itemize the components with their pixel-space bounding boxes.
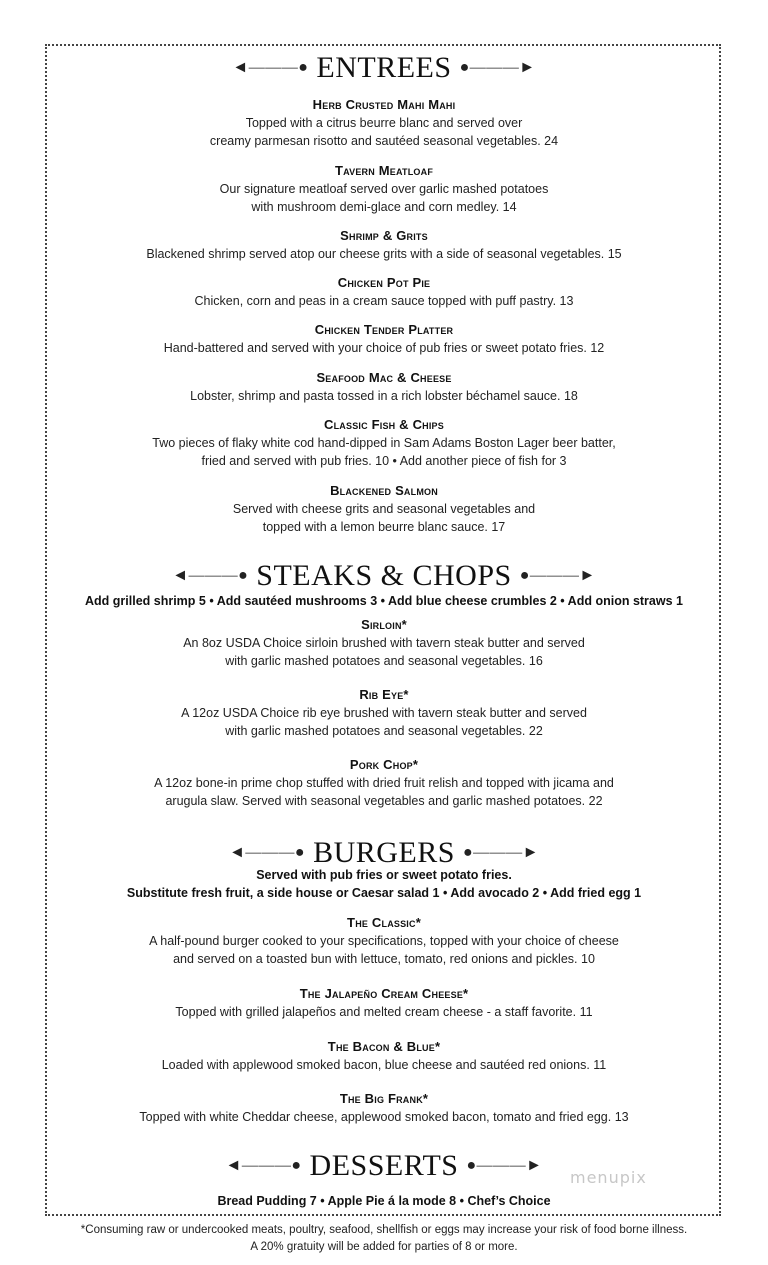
item-description: with garlic mashed potatoes and seasonal vegetables. 22 (225, 724, 543, 738)
item-description: topped with a lemon beurre blanc sauce. 17 (262, 520, 506, 534)
item-description: Lobster, shrimp and pasta tossed in a rich lobster béchamel sauce. 18 (190, 389, 578, 403)
menu-item (0, 227, 768, 263)
item-description: arugula slaw. Served with seasonal vegetables and garlic mashed potatoes. 22 (165, 794, 603, 808)
menu-item (0, 1090, 768, 1126)
desserts-list (0, 1192, 768, 1210)
extras-line: Add grilled shrimp 5 • Add sautéed mushrooms 3 • Add blue cheese crumbles 2 • Add onion straws 1 (85, 594, 683, 608)
menu-item (0, 274, 768, 310)
right-ornament-icon: ●———► (519, 567, 596, 584)
item-name: The Jalapeño Cream Cheese* (299, 986, 469, 1001)
item-name: The Classic* (347, 915, 421, 930)
entrees-title: ENTREES (316, 51, 452, 84)
left-ornament-icon: ◄———● (225, 1157, 302, 1174)
left-ornament-icon: ◄———● (229, 844, 306, 861)
item-description: fried and served with pub fries. 10 • Add another piece of fish for 3 (201, 454, 567, 468)
left-ornament-icon: ◄———● (172, 567, 249, 584)
item-description: A 12oz USDA Choice rib eye brushed with tavern steak butter and served (181, 706, 587, 720)
item-description: Our signature meatloaf served over garlic mashed potatoes (219, 182, 549, 196)
watermark: menupix (570, 1168, 647, 1187)
footer-notes (0, 1222, 768, 1256)
extras-line: Served with pub fries or sweet potato fries. (256, 868, 512, 882)
item-name: Chicken Pot Pie (337, 275, 431, 290)
item-description: Topped with a citrus beurre blanc and served over (245, 116, 523, 130)
right-ornament-icon: ●———► (466, 1157, 543, 1174)
food-safety-note: *Consuming raw or undercooked meats, poultry, seafood, shellfish or eggs may increase your risk of food borne illness. (80, 1224, 688, 1236)
item-description: Topped with grilled jalapeños and melted cream cheese - a staff favorite. 11 (175, 1005, 593, 1019)
item-description: with mushroom demi-glace and corn medley. 14 (251, 200, 517, 214)
item-name: Herb Crusted Mahi Mahi (312, 97, 456, 112)
desserts-heading (0, 1148, 768, 1184)
right-ornament-icon: ●———► (462, 844, 539, 861)
item-description: Blackened shrimp served atop our cheese grits with a side of seasonal vegetables. 15 (146, 247, 622, 261)
burgers-title: BURGERS (313, 836, 455, 869)
steaks-extras (0, 592, 768, 610)
item-name: Classic Fish & Chips (324, 417, 444, 432)
item-description: creamy parmesan risotto and sautéed seasonal vegetables. 24 (209, 134, 559, 148)
item-description: and served on a toasted bun with lettuce, tomato, red onions and pickles. 10 (173, 952, 595, 966)
menu-item (0, 616, 768, 670)
item-description: A 12oz bone-in prime chop stuffed with dried fruit relish and topped with jicama and (154, 776, 614, 790)
item-description: Topped with white Cheddar cheese, applewood smoked bacon, tomato and fried egg. 13 (139, 1110, 629, 1124)
item-description: Loaded with applewood smoked bacon, blue cheese and sautéed red onions. 11 (161, 1058, 607, 1072)
gratuity-note: A 20% gratuity will be added for parties of 8 or more. (250, 1241, 518, 1253)
menu-item (0, 162, 768, 216)
menu-item (0, 756, 768, 810)
desserts-line: Bread Pudding 7 • Apple Pie á la mode 8 • Chef’s Choice (217, 1194, 551, 1208)
desserts-title: DESSERTS (309, 1149, 459, 1182)
item-description: with garlic mashed potatoes and seasonal vegetables. 16 (225, 654, 543, 668)
item-description: Served with cheese grits and seasonal vegetables and (232, 502, 536, 516)
menu-item (0, 416, 768, 470)
item-name: Chicken Tender Platter (314, 322, 454, 337)
menu-item (0, 321, 768, 357)
item-name: The Big Frank* (339, 1091, 429, 1106)
menu-item (0, 1038, 768, 1074)
menu-item (0, 482, 768, 536)
menu-item (0, 96, 768, 150)
item-description: Two pieces of flaky white cod hand-dipped in Sam Adams Boston Lager beer batter, (152, 436, 616, 450)
steaks-heading (0, 558, 768, 594)
item-description: A half-pound burger cooked to your specifications, topped with your choice of cheese (149, 934, 619, 948)
burgers-extras (0, 866, 768, 902)
menu-item (0, 985, 768, 1021)
item-name: Sirloin* (361, 617, 407, 632)
steaks-title: STEAKS & CHOPS (256, 559, 512, 592)
item-name: Tavern Meatloaf (334, 163, 434, 178)
left-ornament-icon: ◄———● (232, 59, 309, 76)
item-description: Chicken, corn and peas in a cream sauce topped with puff pastry. 13 (194, 294, 574, 308)
item-name: Seafood Mac & Cheese (316, 370, 452, 385)
menu-item (0, 369, 768, 405)
item-name: Shrimp & Grits (340, 228, 428, 243)
extras-line: Substitute fresh fruit, a side house or Caesar salad 1 • Add avocado 2 • Add fried egg 1 (126, 886, 642, 900)
entrees-heading (0, 50, 768, 86)
item-name: Pork Chop* (349, 757, 419, 772)
item-name: Blackened Salmon (330, 483, 438, 498)
item-description: An 8oz USDA Choice sirloin brushed with tavern steak butter and served (183, 636, 585, 650)
item-name: Rib Eye* (359, 687, 409, 702)
item-name: The Bacon & Blue* (327, 1039, 441, 1054)
menu-item (0, 686, 768, 740)
right-ornament-icon: ●———► (459, 59, 536, 76)
menu-item (0, 914, 768, 968)
item-description: Hand-battered and served with your choice of pub fries or sweet potato fries. 12 (163, 341, 605, 355)
